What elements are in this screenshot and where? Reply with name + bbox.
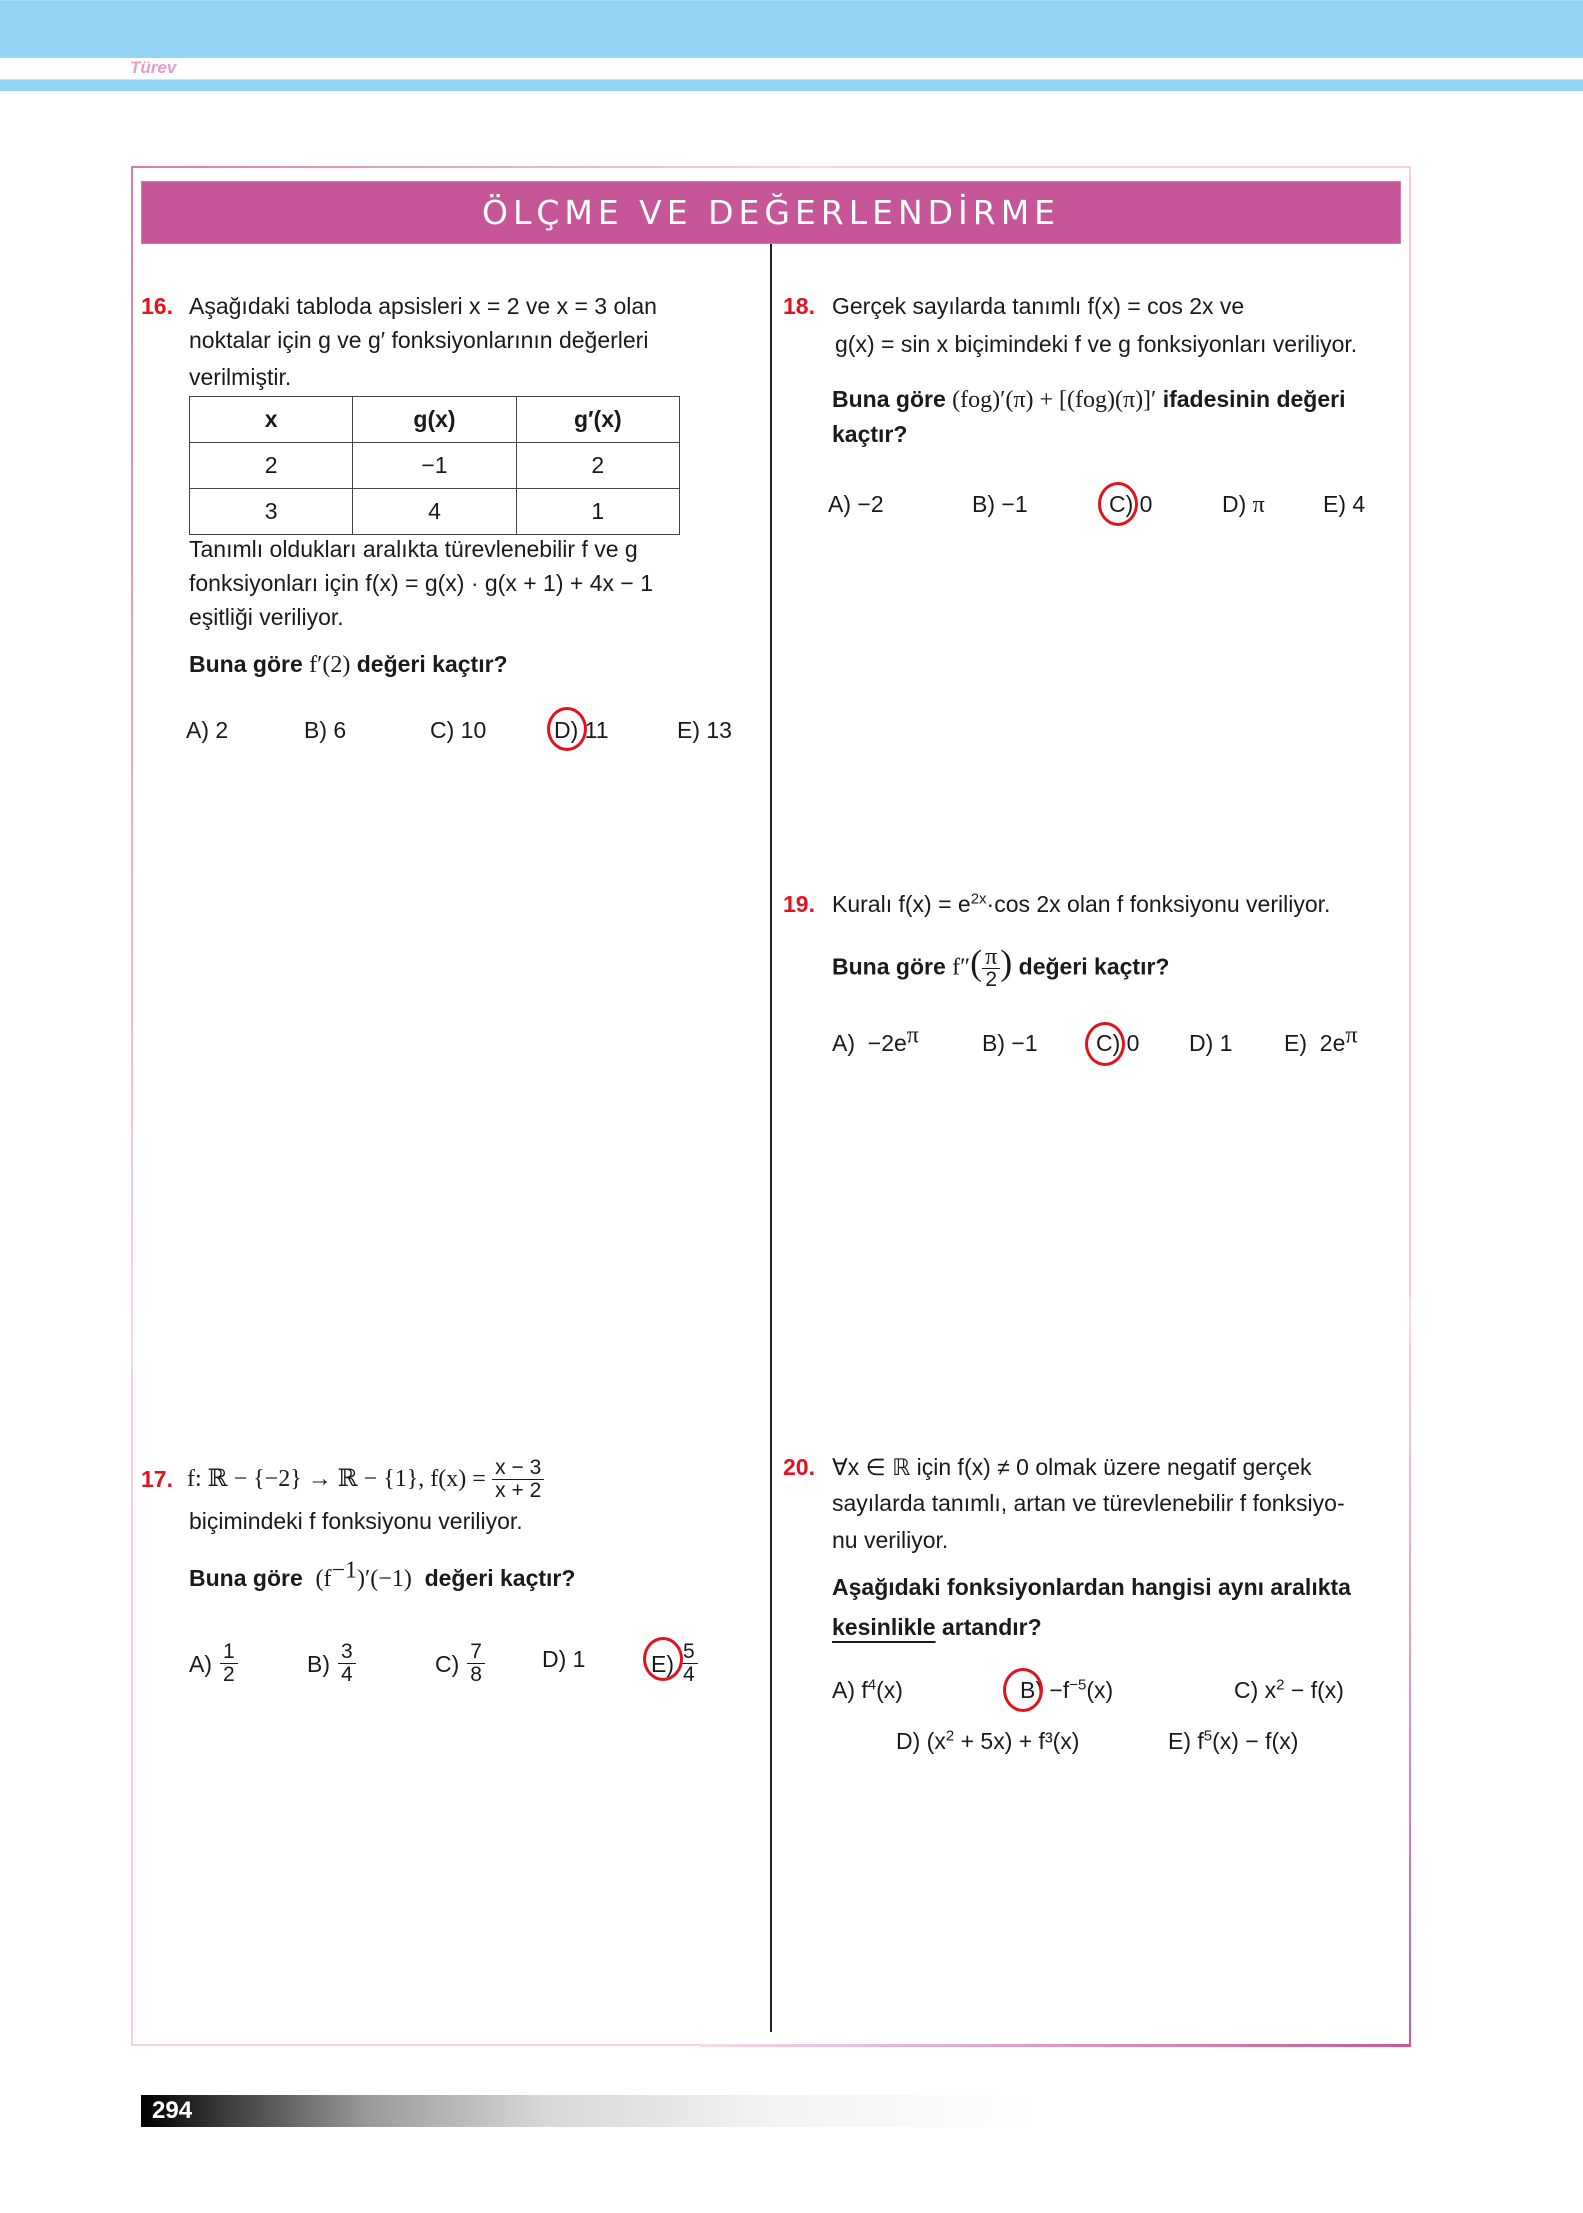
option-b[interactable]: B) 6 — [304, 717, 347, 743]
table-cell: 1 — [516, 489, 679, 535]
answer-circle — [643, 1637, 683, 1681]
option-e[interactable]: E) 13 — [677, 717, 732, 743]
page-number: 294 — [152, 2097, 193, 2124]
question-text-line: nu veriliyor. — [832, 1527, 949, 1553]
question-text-line: sayılarda tanımlı, artan ve türevlenebilir f fonksiyo- — [832, 1490, 1345, 1516]
question-text-line: fonksiyonları için f(x) = g(x) · g(x + 1) + 4x − 1 — [189, 570, 653, 596]
table-header-cell: g′(x) — [516, 397, 679, 443]
question-text-line: eşitliği veriliyor. — [189, 604, 344, 630]
option-c[interactable]: C) 0 — [1109, 491, 1153, 517]
option-d[interactable]: D) $(x^2 + 5x) + f^3(x)$ — [896, 1727, 1080, 1754]
answer-circle — [1098, 482, 1138, 526]
option-b[interactable]: B) −1 — [982, 1030, 1038, 1056]
answer-circle — [1085, 1022, 1125, 1066]
question-text-line: noktalar için g ve g′ fonksiyonlarının değerleri — [189, 327, 649, 353]
table-header-row — [190, 397, 680, 443]
option-a[interactable]: A) $f^4(x)$ — [832, 1676, 903, 1703]
option-a[interactable]: A) 2 — [186, 717, 229, 743]
chapter-label: Türev — [130, 58, 177, 77]
question-prompt: Aşağıdaki fonksiyonlardan hangisi aynı aralıkta — [832, 1574, 1351, 1600]
question-prompt: Buna göre f″( $\frac{\pi}{2}$ ) değeri kaçtır? — [832, 942, 1170, 991]
table-cell: 2 — [516, 443, 679, 489]
frame-left-accent — [131, 166, 133, 1366]
option-c[interactable]: C) 0 — [1096, 1030, 1140, 1056]
option-c[interactable]: C) $x^2 - f(x)$ — [1234, 1676, 1344, 1703]
option-b[interactable]: B) −1 — [972, 491, 1028, 517]
option-a[interactable]: A) $\frac{1}{2}$ — [189, 1641, 238, 1686]
table-header-cell: g(x) — [353, 397, 516, 443]
table-cell: 3 — [190, 489, 353, 535]
option-e[interactable]: E) $f^5(x) - f(x)$ — [1168, 1727, 1299, 1754]
question-number: 20. — [783, 1454, 815, 1480]
question-text-line: Gerçek sayılarda tanımlı f(x) = cos 2x ve — [832, 293, 1245, 319]
top-thin-band — [0, 79, 1583, 91]
question-prompt: Buna göre f′(2) değeri kaçtır? — [189, 651, 508, 678]
option-e[interactable]: E) $\frac{5}{4}$ — [651, 1641, 698, 1686]
option-d[interactable]: D) 1 — [1189, 1030, 1233, 1056]
option-c[interactable]: C) $\frac{7}{8}$ — [435, 1641, 485, 1686]
frame-right-accent — [1409, 1300, 1411, 2047]
question-text-line: biçimindeki f fonksiyonu veriliyor. — [189, 1508, 523, 1534]
question-text-line: Tanımlı oldukları aralıkta türevlenebilir f ve g — [189, 536, 638, 562]
option-e[interactable]: E) 4 — [1323, 491, 1366, 517]
question-text-line: ∀x ∈ ℝ için f(x) ≠ 0 olmak üzere negatif gerçek — [832, 1454, 1312, 1480]
section-title: ÖLÇME VE DEĞERLENDİRME — [141, 181, 1401, 244]
column-divider — [770, 244, 772, 2032]
top-color-band — [0, 0, 1583, 58]
question-text-line: verilmiştir. — [189, 364, 292, 390]
frame-top-accent — [131, 166, 831, 168]
question-prompt-line2: kaçtır? — [832, 421, 908, 447]
question-number: 16. — [141, 293, 173, 319]
question-number: 18. — [783, 293, 815, 319]
option-d[interactable]: D) 1 — [542, 1646, 586, 1672]
option-a[interactable]: A) −2 — [828, 491, 884, 517]
option-a[interactable]: $A) -2e^\pi$ — [832, 1022, 919, 1056]
question-text-line: Kuralı $f(x) = e^{2x}\cdot\cos$ 2x olan f fonksiyonu veriliyor. — [832, 890, 1331, 917]
table-row — [190, 443, 680, 489]
question-text-line: Aşağıdaki tabloda apsisleri x = 2 ve x = 3 olan — [189, 293, 657, 319]
question-number: 17. — [141, 1466, 173, 1492]
question-prompt: Buna göre (fog)′(π) + [(fog)(π)]′ ifadesinin değeri — [832, 386, 1346, 413]
option-d[interactable]: D) 11 — [554, 717, 609, 743]
question-prompt: Buna göre $(f^{-1})'(-1)$ değeri kaçtır? — [189, 1557, 576, 1592]
question-text-line: f: ℝ − {−2} → ℝ − {1}, f(x) = $\frac{x - 3}{x + 2}$ — [187, 1451, 544, 1507]
table-cell: 2 — [190, 443, 353, 489]
values-table — [189, 396, 680, 535]
option-b[interactable]: B) $\frac{3}{4}$ — [307, 1641, 356, 1686]
question-number: 19. — [783, 891, 815, 917]
emphasis-underlined: kesinlikle — [832, 1614, 936, 1640]
option-c[interactable]: C) 10 — [430, 717, 487, 743]
option-d[interactable]: D) π — [1222, 491, 1265, 518]
answer-circle — [1003, 1668, 1043, 1712]
question-text-line: g(x) = sin x biçimindeki f ve g fonksiyonları veriliyor. — [835, 331, 1358, 357]
option-b[interactable]: $B) -f^{-5}(x)$ — [1020, 1676, 1114, 1703]
option-e[interactable]: E) $2e^\pi$ — [1284, 1022, 1358, 1056]
question-prompt-line2: kesinlikle artandır? — [832, 1614, 1042, 1640]
page-number-bar — [141, 2095, 1041, 2127]
table-cell: −1 — [353, 443, 516, 489]
frame-bottom-accent — [700, 2044, 1411, 2047]
answer-circle — [547, 707, 587, 751]
table-row — [190, 489, 680, 535]
table-cell: 4 — [353, 489, 516, 535]
table-header-cell: x — [190, 397, 353, 443]
